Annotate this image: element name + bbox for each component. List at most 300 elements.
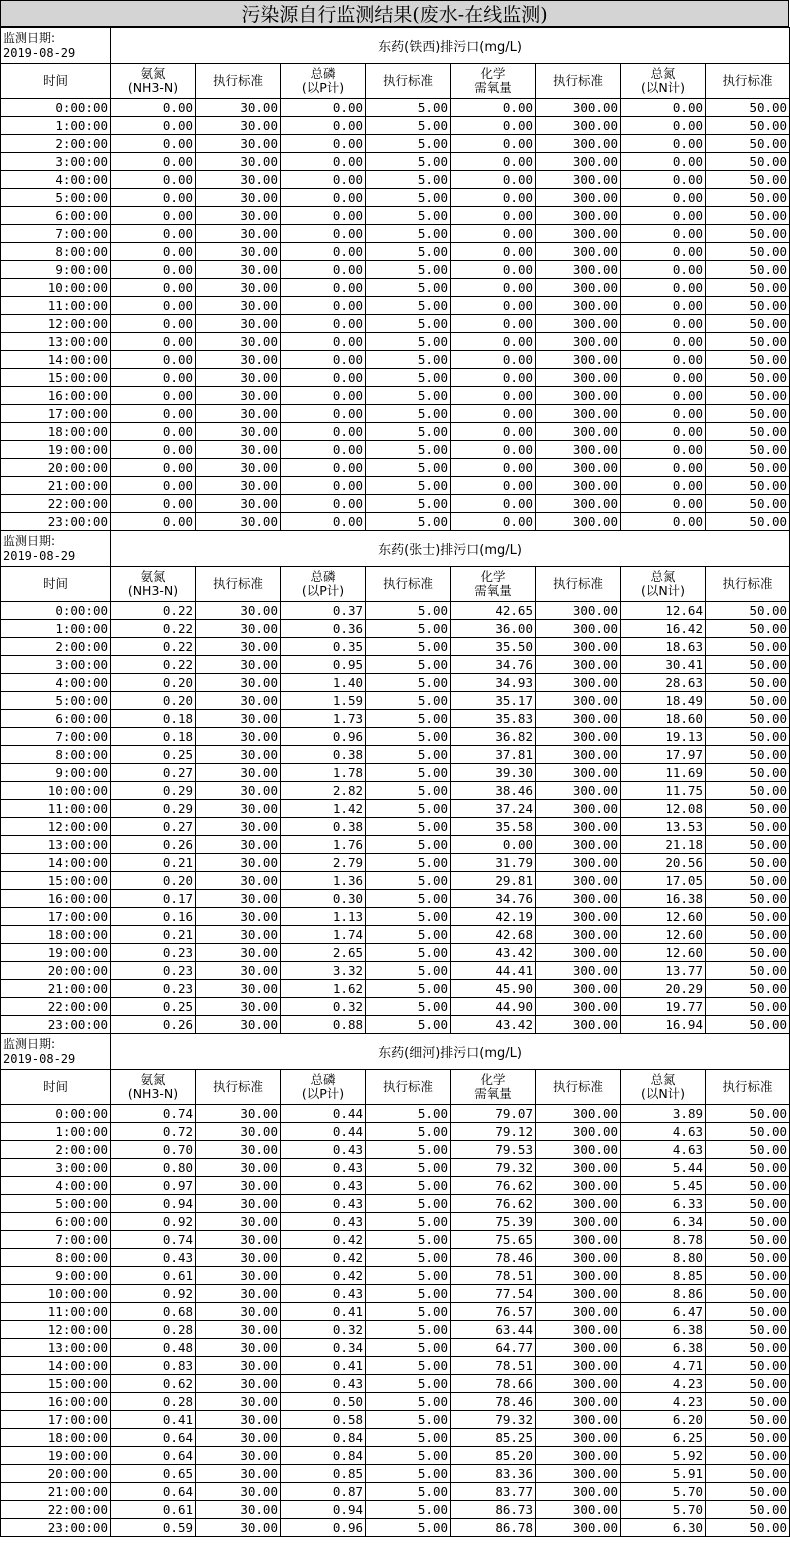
time-cell: 7:00:00 — [1, 728, 111, 746]
value-cell: 5.00 — [366, 1357, 451, 1375]
value-cell: 6.33 — [621, 1195, 706, 1213]
value-cell: 0.43 — [281, 1141, 366, 1159]
value-cell: 30.00 — [196, 135, 281, 153]
value-cell: 50.00 — [706, 1159, 790, 1177]
outlet-name: 东药(细河)排污口(mg/L) — [111, 1034, 790, 1070]
table-row — [1, 854, 790, 872]
value-cell: 45.90 — [451, 980, 536, 998]
column-header-line: 执行标准 — [212, 73, 263, 88]
time-cell: 21:00:00 — [1, 980, 111, 998]
value-cell: 5.00 — [366, 1375, 451, 1393]
column-header-line: 执行标准 — [382, 73, 433, 88]
date-value: 2019-08-29 — [3, 45, 76, 60]
time-cell: 19:00:00 — [1, 944, 111, 962]
time-cell: 6:00:00 — [1, 207, 111, 225]
value-cell: 300.00 — [536, 117, 621, 135]
column-header-line: 氨氮 — [140, 1072, 166, 1087]
time-cell: 4:00:00 — [1, 1177, 111, 1195]
value-cell: 5.00 — [366, 1393, 451, 1411]
table-row — [1, 872, 790, 890]
value-cell: 300.00 — [536, 351, 621, 369]
column-header-line: (以P计) — [301, 583, 345, 598]
table-row — [1, 800, 790, 818]
value-cell: 30.00 — [196, 261, 281, 279]
value-cell: 50.00 — [706, 1213, 790, 1231]
column-header-line: 总氮 — [650, 66, 676, 81]
table-row — [1, 926, 790, 944]
monitoring-date — [1, 1034, 111, 1070]
value-cell: 0.00 — [111, 513, 196, 531]
value-cell: 3.32 — [281, 962, 366, 980]
value-cell: 3.89 — [621, 1105, 706, 1123]
value-cell: 0.00 — [451, 351, 536, 369]
value-cell: 0.00 — [621, 405, 706, 423]
column-header-line: 总氮 — [650, 569, 676, 584]
value-cell: 79.12 — [451, 1123, 536, 1141]
value-cell: 30.00 — [196, 387, 281, 405]
date-label: 监测日期: — [3, 1036, 56, 1051]
value-cell: 30.00 — [196, 1213, 281, 1231]
time-cell: 7:00:00 — [1, 1231, 111, 1249]
value-cell: 0.00 — [111, 477, 196, 495]
value-cell: 300.00 — [536, 369, 621, 387]
value-cell: 5.00 — [366, 710, 451, 728]
value-cell: 30.00 — [196, 1195, 281, 1213]
value-cell: 0.00 — [111, 243, 196, 261]
column-header — [536, 1070, 621, 1105]
value-cell: 300.00 — [536, 1339, 621, 1357]
time-cell: 3:00:00 — [1, 656, 111, 674]
value-cell: 0.00 — [111, 441, 196, 459]
value-cell: 0.00 — [111, 279, 196, 297]
time-cell: 3:00:00 — [1, 153, 111, 171]
column-header-line: 执行标准 — [722, 1079, 773, 1094]
value-cell: 0.00 — [621, 387, 706, 405]
value-cell: 5.00 — [366, 836, 451, 854]
value-cell: 50.00 — [706, 782, 790, 800]
value-cell: 30.00 — [196, 351, 281, 369]
monitoring-table — [0, 27, 790, 1537]
value-cell: 5.00 — [366, 908, 451, 926]
value-cell: 5.00 — [366, 1249, 451, 1267]
time-cell: 10:00:00 — [1, 782, 111, 800]
value-cell: 300.00 — [536, 171, 621, 189]
value-cell: 30.00 — [196, 1303, 281, 1321]
value-cell: 300.00 — [536, 908, 621, 926]
value-cell: 5.00 — [366, 1411, 451, 1429]
value-cell: 0.00 — [111, 135, 196, 153]
value-cell: 0.00 — [111, 99, 196, 117]
time-cell: 23:00:00 — [1, 513, 111, 531]
value-cell: 78.46 — [451, 1249, 536, 1267]
value-cell: 5.00 — [366, 1105, 451, 1123]
value-cell: 0.00 — [281, 207, 366, 225]
value-cell: 300.00 — [536, 225, 621, 243]
value-cell: 0.00 — [281, 351, 366, 369]
value-cell: 50.00 — [706, 1519, 790, 1537]
table-row — [1, 333, 790, 351]
time-cell: 18:00:00 — [1, 926, 111, 944]
table-row — [1, 1447, 790, 1465]
section-header-row — [1, 1034, 790, 1070]
value-cell: 0.00 — [621, 207, 706, 225]
value-cell: 300.00 — [536, 1465, 621, 1483]
value-cell: 300.00 — [536, 1321, 621, 1339]
column-header-row — [1, 1070, 790, 1105]
value-cell: 0.00 — [111, 297, 196, 315]
value-cell: 5.00 — [366, 602, 451, 620]
value-cell: 0.00 — [281, 153, 366, 171]
value-cell: 5.00 — [366, 692, 451, 710]
value-cell: 0.37 — [281, 602, 366, 620]
column-header-line: 氨氮 — [140, 66, 166, 81]
value-cell: 18.49 — [621, 692, 706, 710]
value-cell: 85.25 — [451, 1429, 536, 1447]
value-cell: 5.00 — [366, 854, 451, 872]
value-cell: 300.00 — [536, 746, 621, 764]
time-cell: 6:00:00 — [1, 1213, 111, 1231]
time-cell: 9:00:00 — [1, 1267, 111, 1285]
value-cell: 300.00 — [536, 1177, 621, 1195]
value-cell: 0.00 — [281, 243, 366, 261]
column-header-line: 时间 — [42, 73, 68, 88]
value-cell: 5.00 — [366, 1447, 451, 1465]
value-cell: 0.59 — [111, 1519, 196, 1537]
value-cell: 30.00 — [196, 890, 281, 908]
value-cell: 0.18 — [111, 710, 196, 728]
value-cell: 0.00 — [281, 189, 366, 207]
value-cell: 30.00 — [196, 728, 281, 746]
value-cell: 21.18 — [621, 836, 706, 854]
value-cell: 86.73 — [451, 1501, 536, 1519]
column-header-line: 总磷 — [310, 66, 336, 81]
value-cell: 0.00 — [451, 189, 536, 207]
value-cell: 0.00 — [451, 513, 536, 531]
value-cell: 30.00 — [196, 459, 281, 477]
table-row — [1, 908, 790, 926]
value-cell: 0.00 — [451, 459, 536, 477]
value-cell: 0.87 — [281, 1483, 366, 1501]
value-cell: 300.00 — [536, 99, 621, 117]
table-row — [1, 459, 790, 477]
value-cell: 0.00 — [451, 261, 536, 279]
value-cell: 1.13 — [281, 908, 366, 926]
value-cell: 0.29 — [111, 782, 196, 800]
report-title: 污染源自行监测结果(废水-在线监测) — [0, 0, 789, 27]
value-cell: 0.64 — [111, 1429, 196, 1447]
table-row — [1, 944, 790, 962]
column-header — [111, 1070, 196, 1105]
value-cell: 0.61 — [111, 1267, 196, 1285]
value-cell: 36.82 — [451, 728, 536, 746]
table-row — [1, 369, 790, 387]
value-cell: 5.00 — [366, 261, 451, 279]
table-row — [1, 1483, 790, 1501]
value-cell: 30.00 — [196, 99, 281, 117]
value-cell: 30.00 — [196, 1393, 281, 1411]
value-cell: 0.65 — [111, 1465, 196, 1483]
value-cell: 50.00 — [706, 854, 790, 872]
value-cell: 300.00 — [536, 1213, 621, 1231]
table-row — [1, 1429, 790, 1447]
value-cell: 0.00 — [451, 297, 536, 315]
value-cell: 50.00 — [706, 1393, 790, 1411]
value-cell: 0.00 — [111, 261, 196, 279]
time-cell: 0:00:00 — [1, 1105, 111, 1123]
table-row — [1, 602, 790, 620]
value-cell: 42.65 — [451, 602, 536, 620]
value-cell: 0.35 — [281, 638, 366, 656]
value-cell: 50.00 — [706, 746, 790, 764]
value-cell: 300.00 — [536, 315, 621, 333]
value-cell: 75.65 — [451, 1231, 536, 1249]
column-header-line: 执行标准 — [722, 576, 773, 591]
value-cell: 30.00 — [196, 477, 281, 495]
value-cell: 5.00 — [366, 1141, 451, 1159]
value-cell: 43.42 — [451, 944, 536, 962]
table-row — [1, 171, 790, 189]
value-cell: 50.00 — [706, 1285, 790, 1303]
value-cell: 50.00 — [706, 1501, 790, 1519]
time-cell: 22:00:00 — [1, 998, 111, 1016]
column-header-line: (以P计) — [301, 1086, 345, 1101]
value-cell: 0.97 — [111, 1177, 196, 1195]
value-cell: 0.00 — [281, 405, 366, 423]
value-cell: 300.00 — [536, 1267, 621, 1285]
time-cell: 11:00:00 — [1, 800, 111, 818]
table-row — [1, 243, 790, 261]
value-cell: 50.00 — [706, 836, 790, 854]
value-cell: 12.08 — [621, 800, 706, 818]
table-row — [1, 297, 790, 315]
value-cell: 0.00 — [451, 135, 536, 153]
value-cell: 0.00 — [451, 279, 536, 297]
outlet-name: 东药(铁西)排污口(mg/L) — [111, 28, 790, 64]
value-cell: 0.00 — [621, 477, 706, 495]
value-cell: 5.00 — [366, 1016, 451, 1034]
value-cell: 63.44 — [451, 1321, 536, 1339]
time-cell: 2:00:00 — [1, 1141, 111, 1159]
table-row — [1, 1501, 790, 1519]
value-cell: 0.21 — [111, 854, 196, 872]
value-cell: 5.00 — [366, 99, 451, 117]
table-row — [1, 99, 790, 117]
value-cell: 17.05 — [621, 872, 706, 890]
value-cell: 300.00 — [536, 782, 621, 800]
value-cell: 0.00 — [281, 441, 366, 459]
value-cell: 50.00 — [706, 1321, 790, 1339]
time-cell: 0:00:00 — [1, 99, 111, 117]
value-cell: 50.00 — [706, 1141, 790, 1159]
value-cell: 13.77 — [621, 962, 706, 980]
time-cell: 22:00:00 — [1, 495, 111, 513]
value-cell: 34.76 — [451, 890, 536, 908]
value-cell: 1.62 — [281, 980, 366, 998]
value-cell: 50.00 — [706, 189, 790, 207]
value-cell: 5.00 — [366, 315, 451, 333]
value-cell: 38.46 — [451, 782, 536, 800]
value-cell: 30.00 — [196, 710, 281, 728]
value-cell: 300.00 — [536, 1393, 621, 1411]
table-row — [1, 1357, 790, 1375]
value-cell: 0.22 — [111, 602, 196, 620]
value-cell: 30.00 — [196, 207, 281, 225]
value-cell: 5.00 — [366, 1303, 451, 1321]
value-cell: 30.00 — [196, 1465, 281, 1483]
column-header — [536, 567, 621, 602]
time-cell: 5:00:00 — [1, 1195, 111, 1213]
table-row — [1, 728, 790, 746]
value-cell: 31.79 — [451, 854, 536, 872]
time-cell: 12:00:00 — [1, 1321, 111, 1339]
value-cell: 30.00 — [196, 1447, 281, 1465]
value-cell: 0.28 — [111, 1393, 196, 1411]
time-cell: 6:00:00 — [1, 710, 111, 728]
column-header-line: 执行标准 — [382, 576, 433, 591]
value-cell: 5.00 — [366, 441, 451, 459]
column-header-line: (以N计) — [640, 1086, 686, 1101]
value-cell: 0.16 — [111, 908, 196, 926]
column-header — [706, 64, 790, 99]
value-cell: 30.41 — [621, 656, 706, 674]
value-cell: 78.51 — [451, 1357, 536, 1375]
value-cell: 0.84 — [281, 1447, 366, 1465]
value-cell: 50.00 — [706, 998, 790, 1016]
table-row — [1, 656, 790, 674]
value-cell: 30.00 — [196, 674, 281, 692]
value-cell: 12.64 — [621, 602, 706, 620]
table-row — [1, 1303, 790, 1321]
value-cell: 30.00 — [196, 279, 281, 297]
value-cell: 18.63 — [621, 638, 706, 656]
value-cell: 30.00 — [196, 243, 281, 261]
value-cell: 50.00 — [706, 1195, 790, 1213]
value-cell: 300.00 — [536, 890, 621, 908]
value-cell: 4.23 — [621, 1375, 706, 1393]
time-cell: 23:00:00 — [1, 1519, 111, 1537]
value-cell: 50.00 — [706, 1429, 790, 1447]
time-cell: 3:00:00 — [1, 1159, 111, 1177]
value-cell: 0.00 — [451, 99, 536, 117]
value-cell: 8.80 — [621, 1249, 706, 1267]
value-cell: 0.00 — [281, 261, 366, 279]
value-cell: 0.00 — [111, 369, 196, 387]
value-cell: 44.90 — [451, 998, 536, 1016]
time-cell: 5:00:00 — [1, 189, 111, 207]
value-cell: 79.07 — [451, 1105, 536, 1123]
time-cell: 14:00:00 — [1, 854, 111, 872]
value-cell: 0.00 — [281, 279, 366, 297]
time-cell: 12:00:00 — [1, 315, 111, 333]
time-cell: 13:00:00 — [1, 836, 111, 854]
value-cell: 300.00 — [536, 495, 621, 513]
time-cell: 2:00:00 — [1, 638, 111, 656]
time-cell: 15:00:00 — [1, 1375, 111, 1393]
time-cell: 9:00:00 — [1, 261, 111, 279]
time-cell: 1:00:00 — [1, 117, 111, 135]
value-cell: 30.00 — [196, 818, 281, 836]
monitoring-table-body — [1, 28, 790, 1537]
value-cell: 5.00 — [366, 369, 451, 387]
time-cell: 16:00:00 — [1, 1393, 111, 1411]
table-row — [1, 153, 790, 171]
value-cell: 0.00 — [451, 225, 536, 243]
value-cell: 0.74 — [111, 1231, 196, 1249]
value-cell: 35.17 — [451, 692, 536, 710]
date-value: 2019-08-29 — [3, 1051, 76, 1066]
value-cell: 0.00 — [281, 513, 366, 531]
column-header — [281, 1070, 366, 1105]
value-cell: 300.00 — [536, 1249, 621, 1267]
value-cell: 30.00 — [196, 1231, 281, 1249]
value-cell: 34.93 — [451, 674, 536, 692]
value-cell: 5.00 — [366, 189, 451, 207]
value-cell: 5.00 — [366, 674, 451, 692]
table-row — [1, 207, 790, 225]
value-cell: 0.48 — [111, 1339, 196, 1357]
column-header-line: (以N计) — [640, 583, 686, 598]
value-cell: 0.00 — [111, 459, 196, 477]
value-cell: 50.00 — [706, 135, 790, 153]
column-header — [196, 64, 281, 99]
value-cell: 20.29 — [621, 980, 706, 998]
value-cell: 5.00 — [366, 1159, 451, 1177]
time-cell: 17:00:00 — [1, 1411, 111, 1429]
value-cell: 0.72 — [111, 1123, 196, 1141]
value-cell: 300.00 — [536, 1105, 621, 1123]
time-cell: 10:00:00 — [1, 1285, 111, 1303]
time-cell: 9:00:00 — [1, 764, 111, 782]
value-cell: 300.00 — [536, 1195, 621, 1213]
time-cell: 16:00:00 — [1, 890, 111, 908]
value-cell: 4.63 — [621, 1141, 706, 1159]
column-header-line: (NH3-N) — [127, 1086, 179, 1101]
value-cell: 0.42 — [281, 1267, 366, 1285]
value-cell: 0.00 — [621, 279, 706, 297]
value-cell: 30.00 — [196, 1411, 281, 1429]
value-cell: 5.00 — [366, 153, 451, 171]
value-cell: 300.00 — [536, 710, 621, 728]
value-cell: 0.22 — [111, 620, 196, 638]
value-cell: 300.00 — [536, 1303, 621, 1321]
value-cell: 2.79 — [281, 854, 366, 872]
value-cell: 30.00 — [196, 764, 281, 782]
table-row — [1, 351, 790, 369]
time-cell: 8:00:00 — [1, 1249, 111, 1267]
table-row — [1, 998, 790, 1016]
value-cell: 0.80 — [111, 1159, 196, 1177]
value-cell: 12.60 — [621, 944, 706, 962]
value-cell: 0.43 — [281, 1159, 366, 1177]
time-cell: 4:00:00 — [1, 171, 111, 189]
value-cell: 50.00 — [706, 818, 790, 836]
value-cell: 300.00 — [536, 998, 621, 1016]
section-header-row — [1, 531, 790, 567]
value-cell: 300.00 — [536, 926, 621, 944]
value-cell: 50.00 — [706, 1016, 790, 1034]
table-row — [1, 1231, 790, 1249]
value-cell: 5.00 — [366, 1213, 451, 1231]
value-cell: 36.00 — [451, 620, 536, 638]
value-cell: 30.00 — [196, 333, 281, 351]
value-cell: 0.62 — [111, 1375, 196, 1393]
table-row — [1, 315, 790, 333]
value-cell: 300.00 — [536, 800, 621, 818]
value-cell: 5.00 — [366, 1465, 451, 1483]
value-cell: 0.17 — [111, 890, 196, 908]
value-cell: 19.13 — [621, 728, 706, 746]
value-cell: 6.20 — [621, 1411, 706, 1429]
